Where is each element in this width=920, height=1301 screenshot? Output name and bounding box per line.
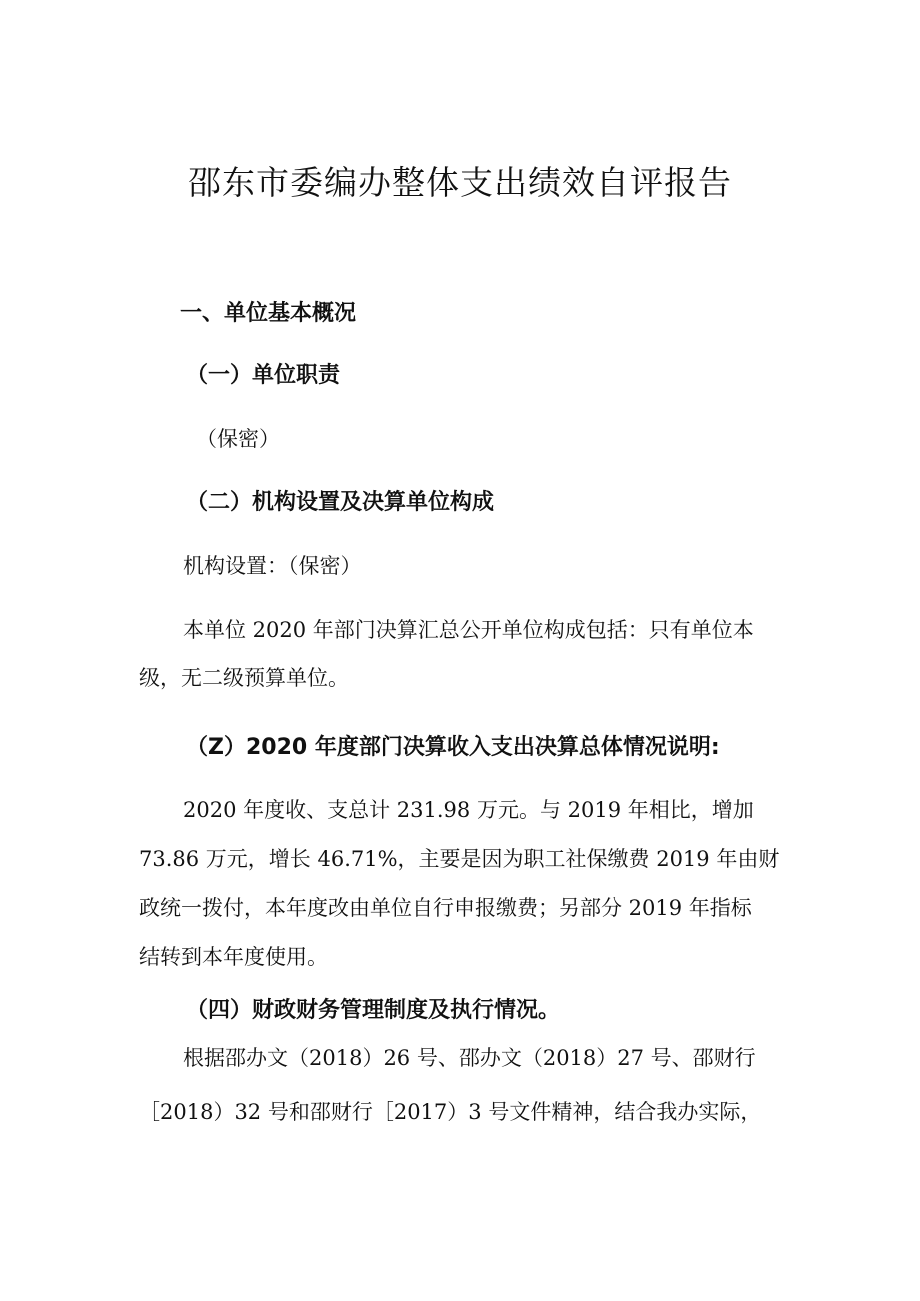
section-heading-unit-overview: 一、单位基本概况 [180,301,357,326]
unit-duties-text: （保密） [196,427,280,451]
paragraph-line: 级，无二级预算单位。 [139,666,349,690]
subsection-heading-budget-summary: （Z）2020 年度部门决算收入支出决算总体情况说明: [186,735,720,760]
subsection-heading-org-structure: （二）机构设置及决算单位构成 [186,490,495,515]
paragraph-line: 政统一拨付，本年度改由单位自行申报缴费；另部分 2019 年指标 [139,896,752,920]
paragraph-line: ［2018）32 号和邵财行［2017）3 号文件精神，结合我办实际， [139,1100,762,1124]
paragraph-line: 本单位 2020 年部门决算汇总公开单位构成包括：只有单位本 [183,618,754,642]
paragraph-line: 结转到本年度使用。 [139,945,328,969]
paragraph-line: 73.86 万元，增长 46.71%，主要是因为职工社保缴费 2019 年由财 [139,847,780,871]
document-title: 邵东市委编办整体支出绩效自评报告 [188,163,732,202]
paragraph-line: 2020 年度收、支总计 231.98 万元。与 2019 年相比，增加 [183,798,754,822]
org-structure-text: 机构设置：（保密） [183,554,362,578]
subsection-heading-unit-duties: （一）单位职责 [186,363,341,388]
paragraph-line: 根据邵办文（2018）26 号、邵办文（2018）27 号、邵财行 [183,1046,756,1070]
subsection-heading-financial-management: （四）财政财务管理制度及执行情况。 [186,998,561,1023]
